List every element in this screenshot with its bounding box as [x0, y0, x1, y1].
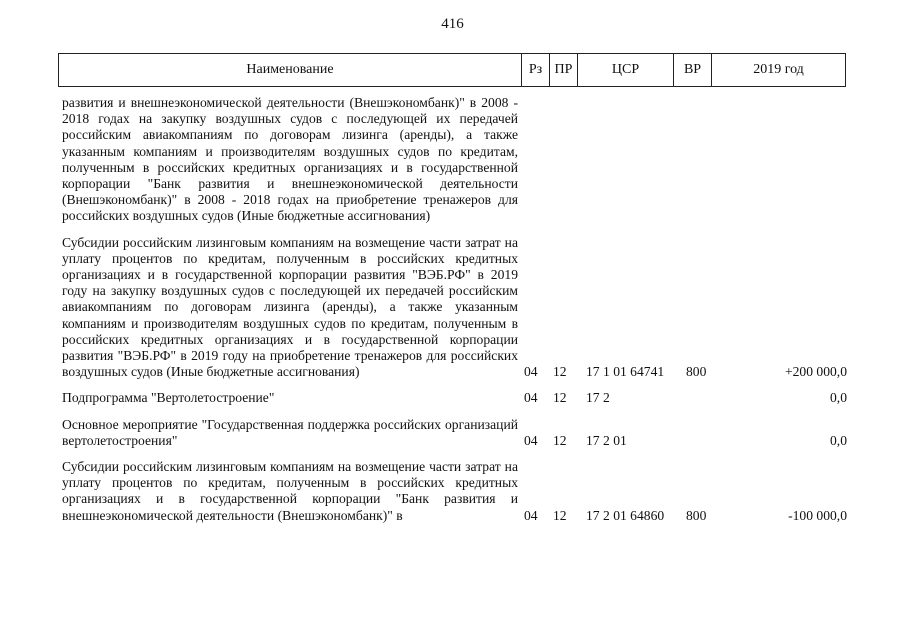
row-rz: 04 [524, 507, 538, 523]
row-rz: 04 [524, 432, 538, 448]
row-rz: 04 [524, 390, 538, 406]
table-header [58, 53, 846, 87]
row-name: развития и внешнеэкономической деятельности (Внешэкономбанк)" в 2008 - 2018 годах на закупку воздушных судов с последующей их передачей российским авиакомпаниям по договорам лизинга (аренды), а также указанным компаниям и производителям воздушных судов по кредитам, полученным в российских кредитных организациях и в государственной корпорации "Банк развития и внешнеэкономической деятельности (Внешэкономбанк)" в 2008 - 2018 годах на приобретение тренажеров для российских воздушных судов (Иные бюджетные ассигнования) [62, 95, 518, 224]
row-pr: 12 [553, 507, 567, 523]
row-vr: 800 [686, 364, 707, 380]
row-csr: 17 1 01 64741 [586, 364, 665, 380]
table-row [0, 417, 905, 449]
row-pr: 12 [553, 364, 567, 380]
row-amount: 0,0 [830, 432, 847, 448]
header-name: Наименование [59, 54, 522, 86]
row-name: Субсидии российским лизинговым компаниям на возмещение части затрат на уплату процентов по кредитам, полученным в российских кредитных организациях и в государственной корпорации "Банк развития и внешнеэкономической деятельности (Внешэкономбанк)" в [62, 459, 518, 523]
row-csr: 17 2 01 64860 [586, 507, 665, 523]
header-csr: ЦСР [578, 54, 674, 86]
table-row [0, 235, 905, 381]
row-name: Субсидии российским лизинговым компаниям на возмещение части затрат на уплату процентов по кредитам, полученным в российских кредитных организациях и в государственной корпорации развития "ВЭБ.РФ" в 2019 году на закупку воздушных судов с последующей их передачей российским авиакомпаниям по договорам лизинга (аренды), а также указанным компаниям и производителям воздушных судов по кредитам, полученным в российских кредитных организациях и в государственной корпорации развития "ВЭБ.РФ" в 2019 году на приобретение тренажеров для российских воздушных судов (Иные бюджетные ассигнования) [62, 234, 518, 380]
table-row [0, 390, 905, 406]
row-pr: 12 [553, 390, 567, 406]
row-rz: 04 [524, 364, 538, 380]
header-year: 2019 год [753, 62, 804, 77]
row-amount: -100 000,0 [788, 507, 847, 523]
row-csr: 17 2 01 [586, 432, 627, 448]
header-pr: ПР [550, 54, 578, 86]
table-body [0, 95, 905, 534]
row-pr: 12 [553, 432, 567, 448]
row-vr: 800 [686, 507, 707, 523]
page-number: 416 [441, 16, 464, 32]
header-vr: ВР [674, 54, 712, 86]
header-rz: Рз [522, 54, 550, 86]
row-name: Основное мероприятие "Государственная поддержка российских организаций вертолетостроения" [62, 416, 518, 448]
table-row [0, 95, 905, 225]
row-name: Подпрограмма "Вертолетостроение" [62, 390, 275, 406]
row-amount: +200 000,0 [784, 364, 847, 380]
row-amount: 0,0 [830, 390, 847, 406]
table-row [0, 459, 905, 524]
row-csr: 17 2 [586, 390, 610, 406]
